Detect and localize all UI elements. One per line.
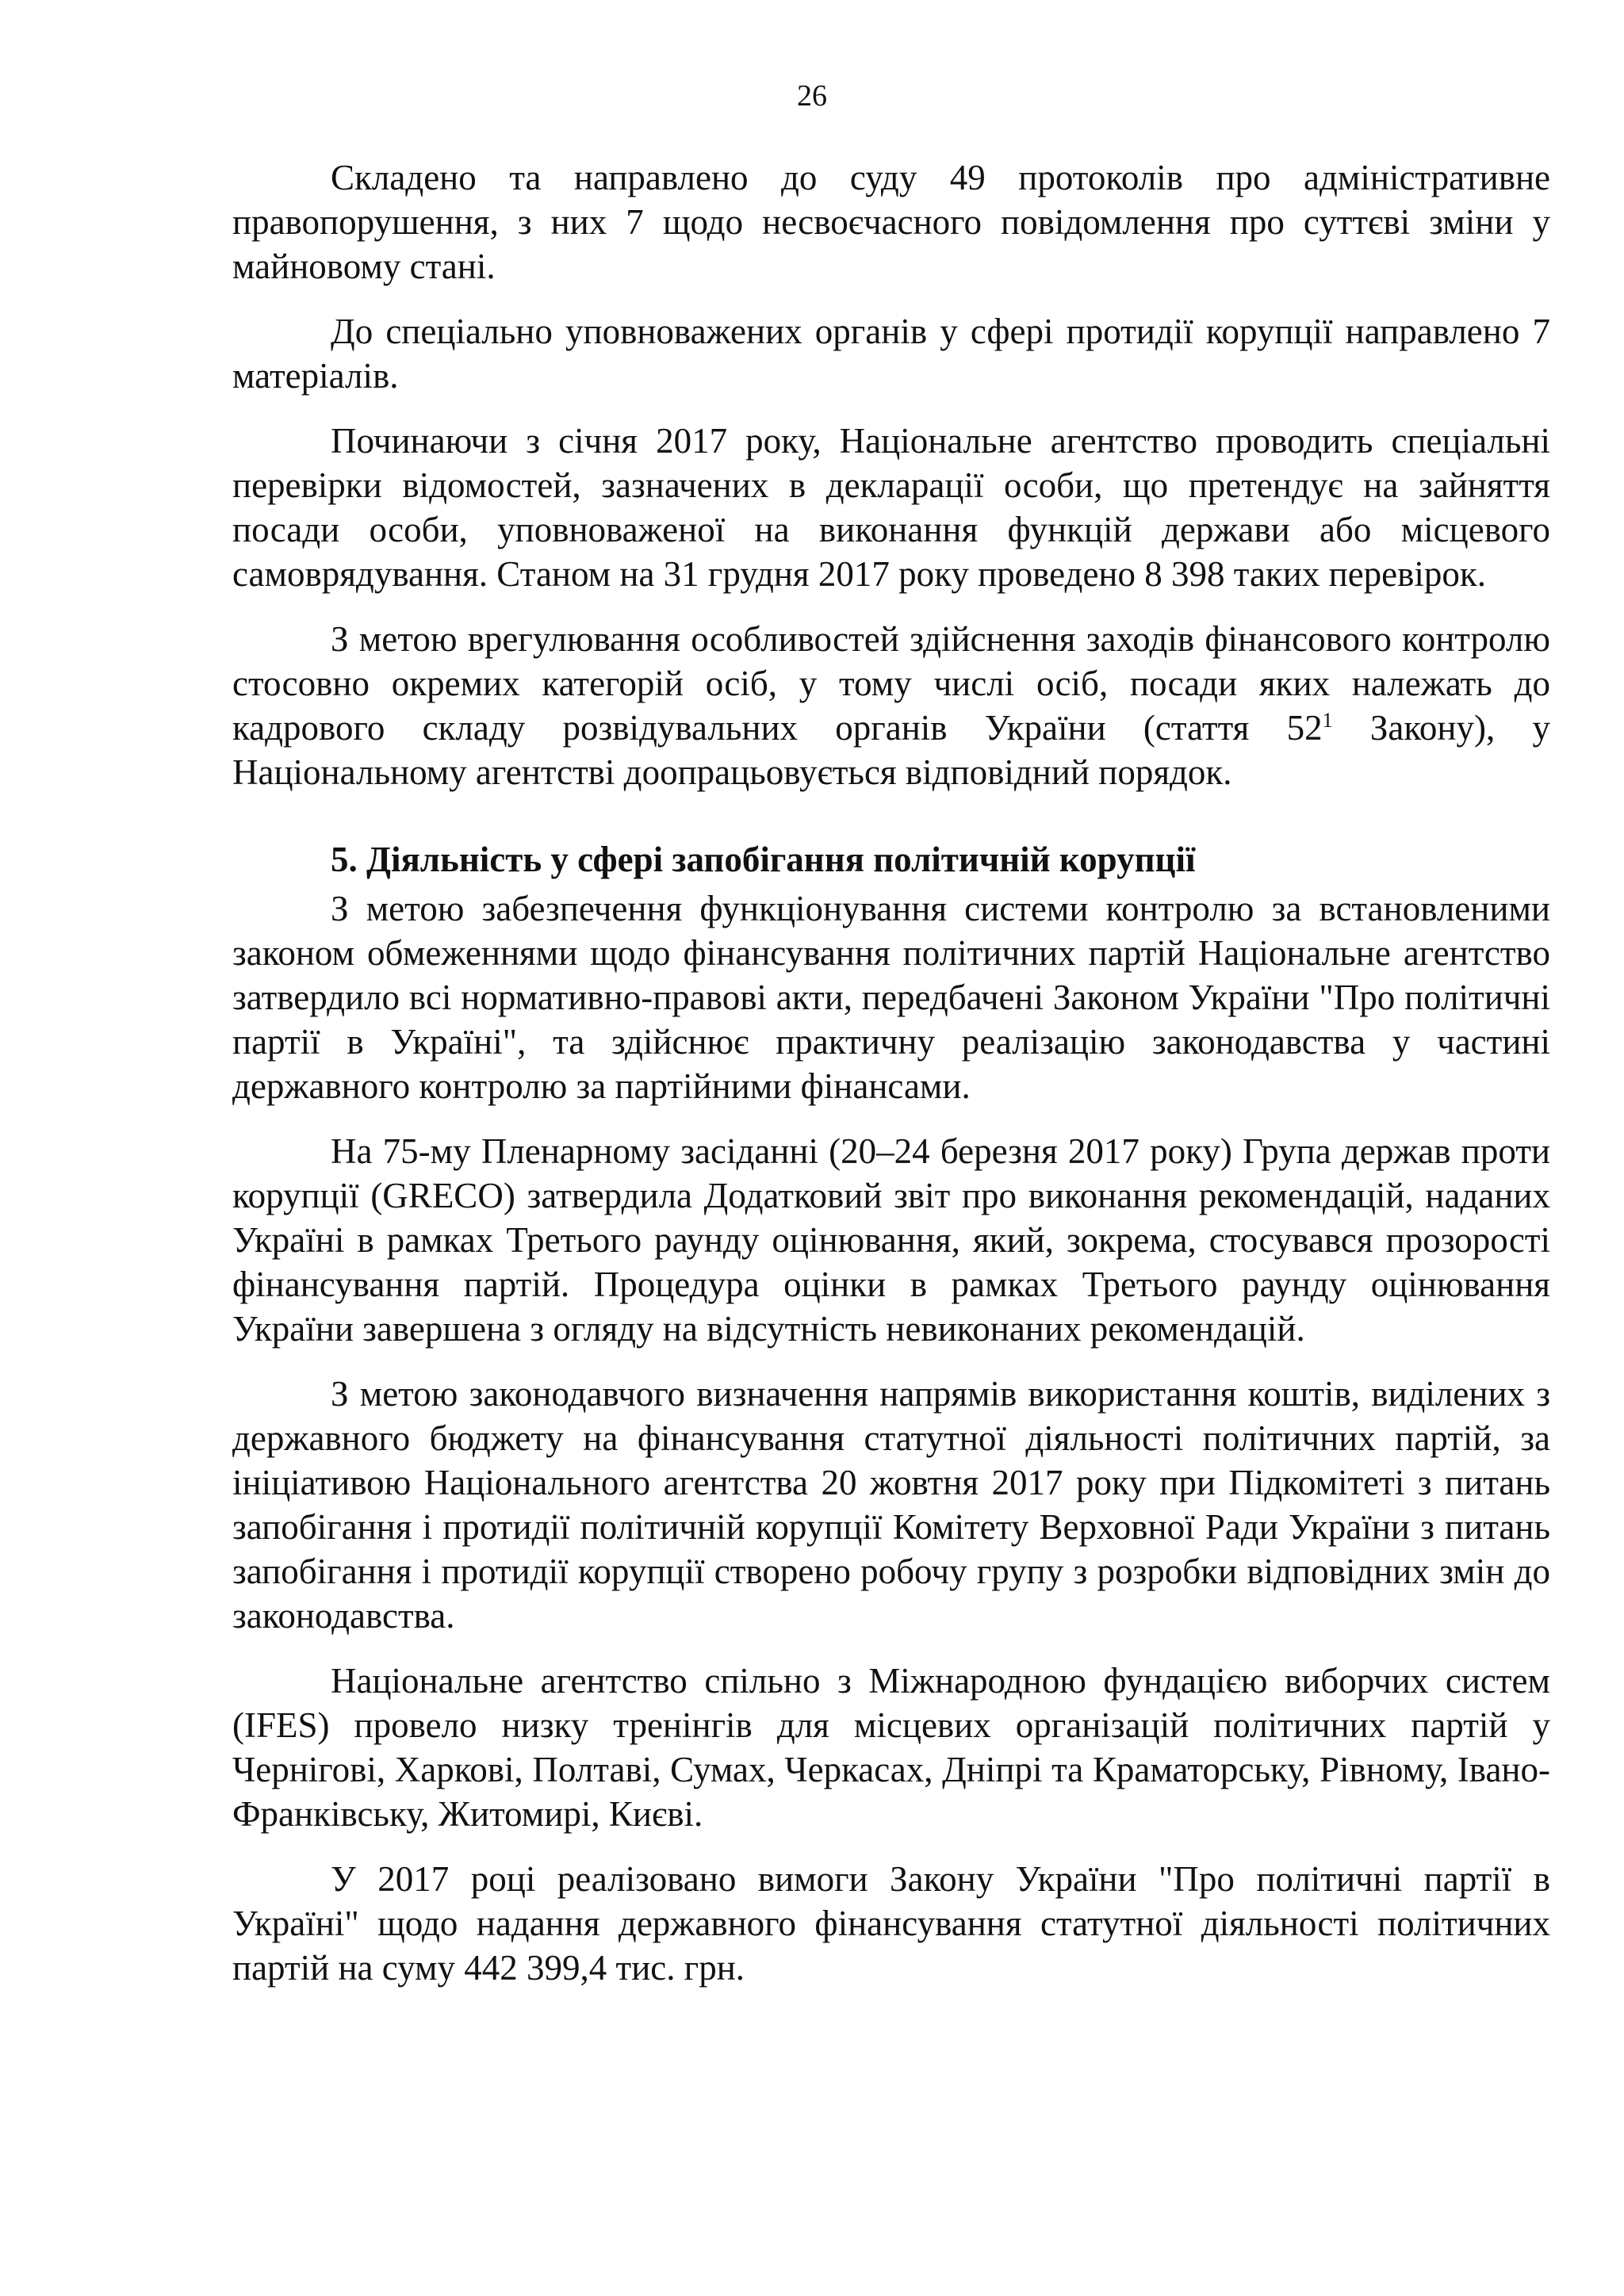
page-content [232, 155, 1550, 2011]
paragraph-materials: До спеціально уповноважених органів у сфері протидії корупції направлено 7 матеріалів. [232, 312, 1550, 396]
paragraph-state-funding: У 2017 році реалізовано вимоги Закону України "Про політичні партії в Україні" щодо надання державного фінансування статутної діяльності політичних партій на суму 442 399,4 тис. грн. [232, 1859, 1550, 1988]
paragraph-party-finance-control: З метою забезпечення функціонування системи контролю за встановленими законом обмеженнями щодо фінансування політичних партій Національне агентство затвердило всі нормативно-правові акти, передбачені Законом України "Про політичні партії в Україні", та здійснює практичну реалізацію законодавства у частині державного контролю за партійними фінансами. [232, 889, 1550, 1106]
section-heading: 5. Діяльність у сфері запобігання політичній корупції [331, 840, 1196, 879]
paragraph-special-checks: Починаючи з січня 2017 року, Національне агентство проводить спеціальні перевірки відомостей, зазначених в декларації особи, що претендує на зайняття посади особи, уповноваженої на виконання функцій держави або місцевого самоврядування. Станом на 31 грудня 2017 року проведено 8 398 таких перевірок. [232, 421, 1550, 594]
paragraph-financial-control [232, 617, 1550, 794]
paragraph-financial-control-tail: Закону), у Національному агентстві доопрацьовується відповідний порядок. [232, 708, 1550, 792]
article-superscript: 1 [1322, 709, 1333, 732]
page-number: 26 [797, 79, 827, 113]
paragraph-working-group: З метою законодавчого визначення напрямів використання коштів, виділених з державного бюджету на фінансування статутної діяльності політичних партій, за ініціативою Національного агентства 20 жовтня 2017 року при Підкомітеті з питань запобігання і протидії політичній корупції Комітету Верховної Ради України з питань запобігання і протидії корупції створено робочу групу з розробки відповідних змін до законодавства. [232, 1374, 1550, 1636]
paragraph-protocols: Складено та направлено до суду 49 протоколів про адміністративне правопорушення, з них 7 щодо несвоєчасного повідомлення про суттєві зміни у майновому стані. [232, 158, 1550, 286]
paragraph-financial-control-text: З метою врегулювання особливостей здійснення заходів фінансового контролю стосовно окремих категорій осіб, у тому числі осіб, посади яких належать до кадрового складу розвідувальних органів України (стаття 52 [232, 619, 1550, 748]
paragraph-ifes-trainings: Національне агентство спільно з Міжнародною фундацією виборчих систем (IFES) провело низку тренінгів для місцевих організацій політичних партій у Чернігові, Харкові, Полтаві, Сумах, Черкасах, Дніпрі та Краматорську, Рівному, Івано-Франківську, Житомирі, Києві. [232, 1661, 1550, 1834]
paragraph-greco: На 75-му Пленарному засіданні (20–24 березня 2017 року) Група держав проти корупції (GRECO) затвердила Додатковий звіт про виконання рекомендацій, наданих Україні в рамках Третього раунду оцінювання, який, зокрема, стосувався прозорості фінансування партій. Процедура оцінки в рамках Третього раунду оцінювання України завершена з огляду на відсутність невиконаних рекомендацій. [232, 1131, 1550, 1349]
